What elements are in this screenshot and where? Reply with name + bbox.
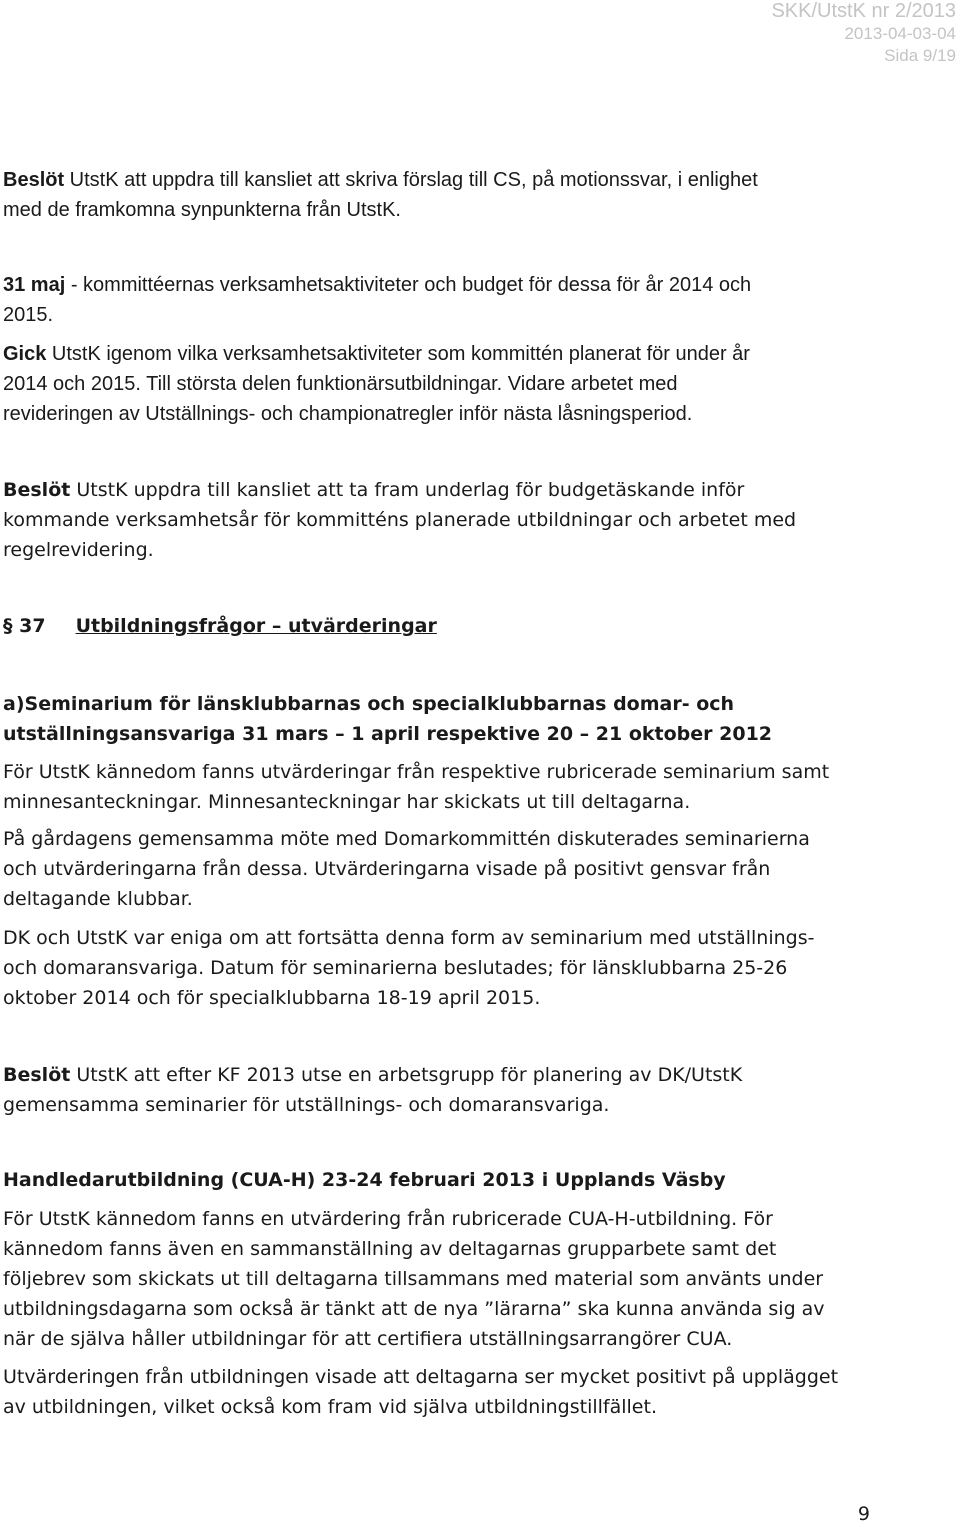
page-number: 9	[857, 1503, 870, 1525]
bold-lead: Beslöt	[3, 1064, 71, 1086]
subsection-a-decision	[3, 1060, 943, 1120]
section-heading	[3, 611, 437, 641]
paragraph-text: UtstK att uppdra till kansliet att skriva förslag till CS, på motionssvar, i enlighet med de framkomna synpunkterna från UtstK.	[3, 169, 758, 221]
bold-lead: 31 maj	[3, 274, 66, 296]
section-number: § 37	[3, 615, 46, 637]
subsection-b-title: Handledarutbildning (CUA-H) 23-24 februari 2013 i Upplands Väsby	[3, 1169, 726, 1191]
paragraph-text: UtstK igenom vilka verksamhetsaktiviteter som kommittén planerat för under år 2014 och 2015. Till största delen funktionärsutbildningar. Vidare arbetet med revideringen av Utställnings- och championatregler inför nästa låsningsperiod.	[3, 343, 750, 425]
header-date: 2013-04-03-04	[844, 24, 956, 43]
paragraph-text: UtstK uppdra till kansliet att ta fram underlag för budgetäskande inför kommande verksamhetsår för kommitténs planerade utbildningar och arbetet med regelrevidering.	[3, 479, 797, 561]
paragraph-may31	[3, 270, 943, 330]
subsection-a-title: a)Seminarium för länsklubbarnas och specialklubbarnas domar- och utställningsansvariga 31 mars – 1 april respektive 20 – 21 oktober 2012	[3, 693, 773, 745]
paragraph-text: - kommittéernas verksamhetsaktiviteter och budget för dessa för år 2014 och 2015.	[3, 274, 752, 326]
bold-lead: Beslöt	[3, 169, 65, 191]
paragraph-decision-1	[3, 165, 943, 225]
section-title: Utbildningsfrågor – utvärderingar	[75, 615, 437, 637]
subsection-b-paragraph-2: Utvärderingen från utbildningen visade att deltagarna ser mycket positivt på upplägget av utbildningen, vilket också kom fram vid själva utbildningstillfället.	[3, 1366, 839, 1418]
bold-lead: Beslöt	[3, 479, 71, 501]
header-title: SKK/UtstK nr 2/2013	[771, 0, 956, 22]
bold-lead: Gick	[3, 343, 47, 365]
subsection-b-paragraph-1: För UtstK kännedom fanns en utvärdering från rubricerade CUA-H-utbildning. För kännedom fanns även en sammanställning av deltagarnas grupparbete samt det följebrev som skickats ut till deltagarna tillsammans med material som använts under utbildningsdagarna som också är tänkt att de nya ”lärarna” ska kunna använda sig av när de själva håller utbildningar för att certifiera utställningsarrangörer CUA.	[3, 1208, 825, 1350]
subsection-a-paragraph-3: DK och UtstK var eniga om att fortsätta denna form av seminarium med utställnings- och domaransvariga. Datum för seminarierna beslutades; för länsklubbarna 25-26 oktober 2014 och för specialklubbarna 18-19 april 2015.	[3, 927, 815, 1009]
paragraph-reviewed	[3, 339, 943, 429]
subsection-a-paragraph-1: För UtstK kännedom fanns utvärderingar från respektive rubricerade seminarium samt minnesanteckningar. Minnesanteckningar har skickats ut till deltagarna.	[3, 761, 830, 813]
page-header	[771, 0, 956, 67]
paragraph-text: UtstK att efter KF 2013 utse en arbetsgrupp för planering av DK/UtstK gemensamma seminarier för utställnings- och domaransvariga.	[3, 1064, 743, 1116]
subsection-a-paragraph-2: På gårdagens gemensamma möte med Domarkommittén diskuterades seminarierna och utvärderingarna från dessa. Utvärderingarna visade på positivt gensvar från deltagande klubbar.	[3, 828, 810, 910]
header-page: Sida 9/19	[884, 46, 956, 65]
paragraph-decision-2	[3, 475, 943, 565]
